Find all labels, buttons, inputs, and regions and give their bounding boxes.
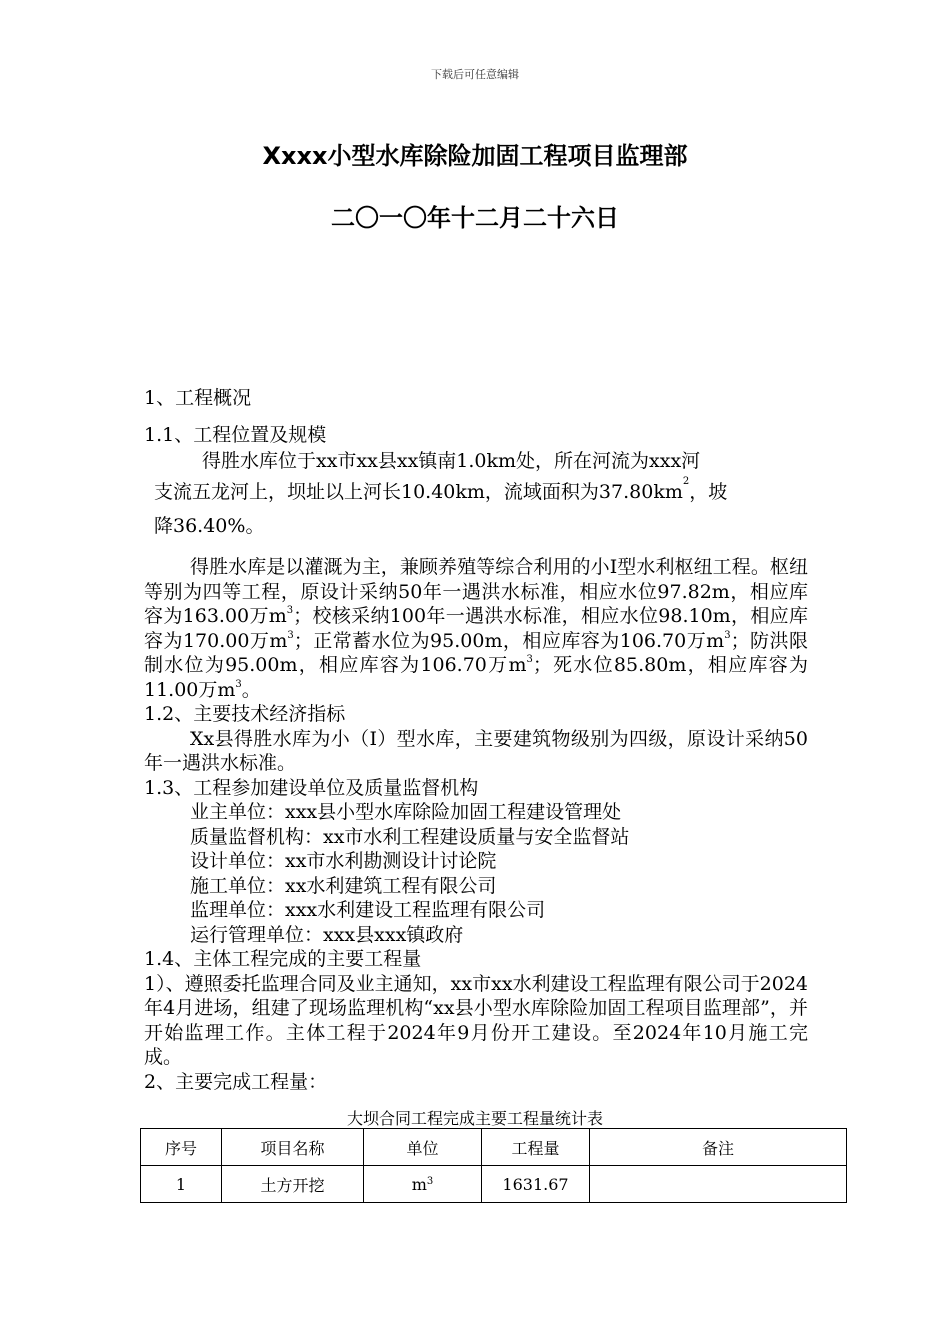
- paragraph-location-line3: 降36.40%。: [154, 515, 265, 537]
- document-body: [144, 380, 808, 1094]
- header-name: 项目名称: [222, 1129, 364, 1166]
- table-header-row: [141, 1129, 847, 1166]
- header-quantity: 工程量: [482, 1129, 590, 1166]
- section-heading-2: 2、主要完成工程量：: [144, 1070, 328, 1093]
- unit-quality-supervision: 质量监督机构：xx市水利工程建设质量与安全监督站: [190, 825, 630, 848]
- superscript: 3: [286, 605, 294, 616]
- quantity-table: [140, 1128, 847, 1203]
- section-heading-1-3: 1.3、工程参加建设单位及质量监督机构: [144, 776, 479, 799]
- superscript: 3: [724, 629, 731, 641]
- text: 得胜水库是以灌溉为主，兼顾养殖等综合利用的小Ⅰ型水利枢纽工程。枢纽等别为四等工程，原设计采纳50年一遇洪水标准，相应水位97.82m，相应库容为163.00万m: [144, 556, 808, 627]
- text: m: [411, 1174, 427, 1194]
- unit-design: 设计单位：xx市水利勘测设计讨论院: [190, 850, 497, 872]
- text: ；正常蓄水位为95.00m，相应库容为106.70万m: [293, 629, 725, 652]
- text: ；校核采纳100年一遇洪水标准，相应水位98.10m，相应库容为170.00万m: [144, 605, 808, 652]
- section-heading-1: 1、工程概况: [144, 387, 252, 409]
- paragraph-project-description: [144, 555, 808, 702]
- superscript: 3: [287, 629, 294, 641]
- superscript: 3: [426, 1175, 434, 1187]
- section-heading-1-1: 1.1、工程位置及规模: [144, 423, 327, 446]
- text: 支流五龙河上，坝址以上河长10.40km，流域面积为37.80km: [154, 481, 683, 503]
- unit-construction: 施工单位：xx水利建筑工程有限公司: [190, 874, 497, 897]
- superscript: 3: [235, 678, 242, 690]
- text: ；防洪限制水位为95.00m，相应库容为106.70万m: [144, 629, 808, 676]
- unit-operation: 运行管理单位：xxx县xxx镇政府: [190, 923, 464, 946]
- header-no: 序号: [141, 1129, 222, 1166]
- text: ，坡: [689, 481, 728, 503]
- unit-owner: 业主单位：xxx县小型水库除险加固工程建设管理处: [190, 801, 622, 823]
- cell-quantity: 1631.67: [482, 1166, 590, 1203]
- paragraph-indicators: Xx县得胜水库为小（I）型水库，主要建筑物级别为四级，原设计采纳50年一遇洪水标准。: [144, 727, 808, 774]
- table-caption: 大坝合同工程完成主要工程量统计表: [346, 1109, 603, 1128]
- cell-unit: [364, 1166, 482, 1203]
- superscript: 2: [682, 476, 690, 487]
- header-note: 备注: [590, 1129, 847, 1166]
- section-heading-1-2: 1.2、主要技术经济指标: [144, 703, 346, 725]
- header-unit: 单位: [364, 1129, 482, 1166]
- header-note: 下载后可任意编辑: [431, 68, 519, 81]
- section-heading-1-4: 1.4、主体工程完成的主要工程量: [144, 948, 422, 970]
- cell-note: [590, 1166, 847, 1203]
- cell-no: 1: [141, 1166, 222, 1203]
- superscript: 3: [526, 654, 533, 665]
- cell-name: 土方开挖: [222, 1166, 364, 1203]
- text: 。: [241, 678, 261, 701]
- paragraph-location-line2: [144, 475, 808, 509]
- table-row: [141, 1166, 847, 1203]
- text: ；死水位85.80m，相应库容为11.00万m: [144, 654, 808, 701]
- unit-supervision: 监理单位：xxx水利建设工程监理有限公司: [190, 899, 546, 921]
- paragraph-supervision: 1）、遵照委托监理合同及业主通知，xx市xx水利建设工程监理有限公司于2024年4月进场，组建了现场监理机构“xx县小型水库除险加固工程项目监理部”，并开始监理工作。主体工程于2024年9月份开工建设。至2024年10月施工完成。: [144, 972, 808, 1068]
- document-date: 二〇一〇年十二月二十六日: [331, 204, 619, 232]
- document-title: Xxxx小型水库除险加固工程项目监理部: [262, 142, 688, 170]
- paragraph-location-line1: 得胜水库位于xx市xx县xx镇南1.0km处，所在河流为xxx河: [202, 450, 701, 472]
